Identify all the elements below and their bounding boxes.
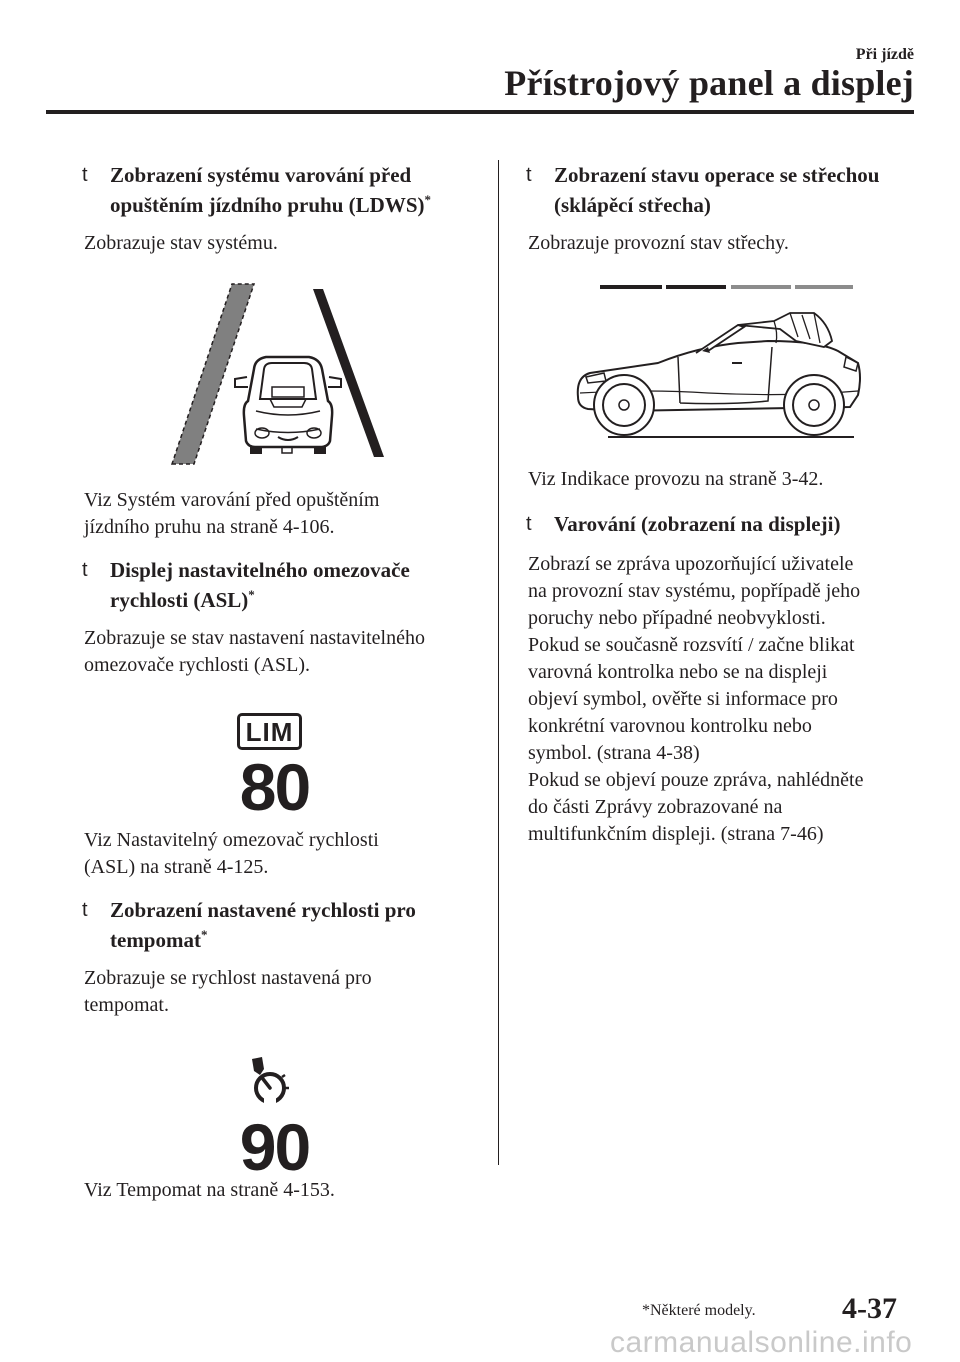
page-number: 4-37 — [842, 1292, 897, 1325]
ldws-ref-line2: jízdního pruhu na straně 4-106. — [84, 516, 335, 538]
asl-section — [84, 555, 479, 881]
asl-ref — [84, 827, 479, 881]
ldws-section — [84, 160, 479, 541]
warning-body-line: Pokud se objeví pouze zpráva, nahlédněte — [528, 769, 864, 791]
section-label: Při jízdě — [855, 46, 914, 63]
warning-heading-text: Varování (zobrazení na displeji) — [554, 512, 841, 536]
warning-heading — [528, 509, 920, 539]
bullet-glyph: t — [526, 164, 532, 186]
warning-body-line: na provozní stav systému, popřípadě jeho — [528, 580, 861, 602]
asl-heading — [84, 555, 479, 615]
ldws-body: Zobrazuje stav systému. — [84, 232, 278, 254]
asl-figure — [84, 713, 479, 823]
warning-body-line: konkrétní varovnou kontrolku nebo — [528, 715, 812, 737]
warning-body — [528, 551, 920, 848]
cruise-speed-value: 90 — [239, 1110, 310, 1184]
asl-heading-line2: rychlosti (ASL) — [110, 588, 249, 612]
ldws-heading-line1: Zobrazení systému varování před — [110, 163, 412, 187]
roof-section — [528, 160, 920, 493]
warning-body-line: do části Zprávy zobrazované na — [528, 796, 783, 818]
cruise-section — [84, 895, 479, 1204]
cruise-ref: Viz Tempomat na straně 4-153. — [84, 1179, 335, 1201]
cruise-heading-line1: Zobrazení nastavené rychlosti pro — [110, 898, 416, 922]
bullet-glyph: t — [82, 164, 88, 186]
cruise-heading — [84, 895, 479, 955]
warning-body-line: varovná kontrolka nebo se na displeji — [528, 661, 828, 683]
page-title: Přístrojový panel a displej — [504, 63, 914, 103]
footnote-mark: * — [200, 927, 208, 942]
column-divider — [498, 160, 499, 1165]
footnote-mark: * — [248, 587, 255, 602]
bullet-glyph: t — [82, 899, 88, 921]
ldws-ref-line1: Viz Systém varování před opuštěním — [84, 489, 380, 511]
asl-body — [84, 625, 479, 679]
warning-body-line: multifunkčním displeji. (strana 7-46) — [528, 823, 824, 845]
footnote: *Některé modely. — [642, 1302, 756, 1319]
cruise-control-icon — [84, 1057, 479, 1105]
roof-heading-line1: Zobrazení stavu operace se střechou — [554, 163, 880, 187]
cruise-body-line1: Zobrazuje se rychlost nastavená pro — [84, 967, 372, 989]
roof-heading-line2: (sklápěcí střecha) — [554, 193, 711, 217]
asl-body-line2: omezovače rychlosti (ASL). — [84, 654, 311, 676]
roof-ref: Viz Indikace provozu na straně 3-42. — [528, 468, 824, 490]
ldws-figure — [84, 281, 479, 481]
limiter-icon: LIM — [237, 713, 303, 750]
roof-progress-segment-2 — [666, 285, 726, 289]
roof-progress-segment-4 — [795, 285, 853, 289]
watermark: carmanualsonline.info — [610, 1326, 913, 1359]
asl-heading-line1: Displej nastavitelného omezovače — [110, 558, 410, 582]
warning-section — [528, 509, 920, 848]
roadster-roof-icon — [528, 277, 920, 462]
asl-ref-line1: Viz Nastavitelný omezovač rychlosti — [84, 829, 379, 851]
cruise-figure — [84, 1057, 479, 1184]
roof-heading — [528, 160, 920, 220]
header-rule — [46, 110, 914, 114]
left-column — [84, 160, 479, 1204]
footnote-mark: * — [424, 192, 431, 207]
warning-body-line: Zobrazí se zpráva upozorňující uživatele — [528, 553, 854, 575]
ldws-ref — [84, 487, 479, 541]
roof-progress-segment-3 — [731, 285, 791, 289]
asl-ref-line2: (ASL) na straně 4-125. — [84, 856, 269, 878]
asl-speed-value: 80 — [239, 750, 310, 824]
bullet-glyph: t — [526, 513, 532, 535]
warning-body-line: poruchy nebo případné neobvyklosti. — [528, 607, 826, 629]
cruise-heading-line2: tempomat — [110, 928, 201, 952]
warning-body-line: Pokud se současně rozsvítí / začne blikat — [528, 634, 855, 656]
right-column — [528, 160, 920, 848]
roof-figure — [528, 277, 920, 462]
warning-body-line: symbol. (strana 4-38) — [528, 742, 700, 764]
cruise-body — [84, 965, 479, 1019]
roof-progress-segment-1 — [600, 285, 662, 289]
ldws-heading — [84, 160, 479, 220]
roof-body: Zobrazuje provozní stav střechy. — [528, 232, 789, 254]
asl-body-line1: Zobrazuje se stav nastavení nastavitelného — [84, 627, 425, 649]
cruise-body-line2: tempomat. — [84, 994, 169, 1016]
warning-body-line: objeví symbol, ověřte si informace pro — [528, 688, 838, 710]
bullet-glyph: t — [82, 559, 88, 581]
ldws-heading-line2: opuštěním jízdního pruhu (LDWS) — [110, 193, 425, 217]
lane-departure-car-icon — [84, 281, 479, 481]
